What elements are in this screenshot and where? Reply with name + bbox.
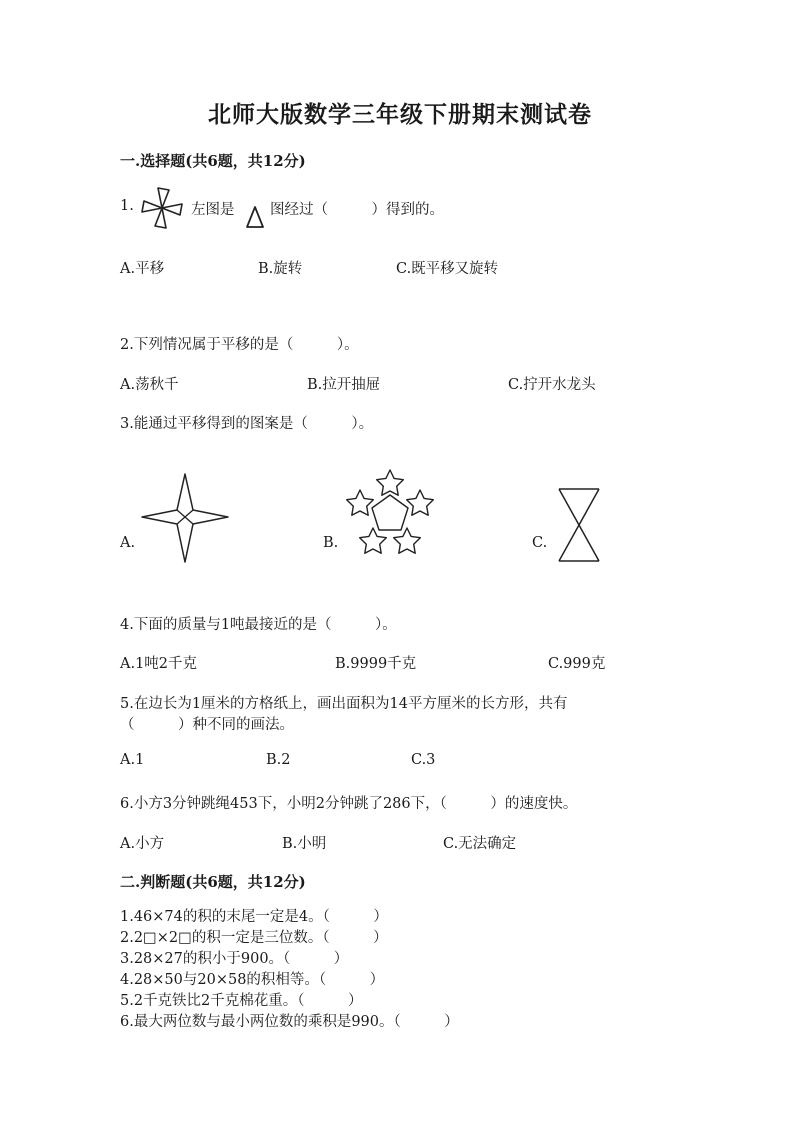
question-5-option-b[interactable]: B.2 xyxy=(266,752,291,768)
question-4-text: 4.下面的质量与1吨最接近的是（ ）。 xyxy=(120,617,397,633)
section-heading-choice: 一.选择题(共6题，共12分) xyxy=(120,152,306,170)
question-2-option-c[interactable]: C.拧开水龙头 xyxy=(508,377,596,393)
question-1-number: 1. xyxy=(120,198,134,214)
question-3-text: 3.能通过平移得到的图案是（ ）。 xyxy=(120,416,374,432)
question-4-option-a[interactable]: A.1吨2千克 xyxy=(120,656,198,672)
question-1-option-a[interactable]: A.平移 xyxy=(120,261,165,277)
five-stars-ring-icon xyxy=(340,466,440,564)
question-2-option-b[interactable]: B.拉开抽屉 xyxy=(307,377,381,393)
question-2-option-a[interactable]: A.荡秋千 xyxy=(120,377,179,393)
question-3-option-a[interactable]: A. xyxy=(120,535,136,551)
judge-item-3: 3.28×27的积小于900。（ ） xyxy=(120,951,349,967)
question-5-option-c[interactable]: C.3 xyxy=(411,752,436,768)
judge-item-1: 1.46×74的积的末尾一定是4。（ ） xyxy=(120,909,388,925)
question-1-text-a: 左图是 xyxy=(191,202,235,218)
page-title: 北师大版数学三年级下册期末测试卷 xyxy=(208,101,592,128)
question-2-text: 2.下列情况属于平移的是（ ）。 xyxy=(120,337,359,353)
question-6-text: 6.小方3分钟跳绳453下，小明2分钟跳了286下，（ ）的速度快。 xyxy=(120,796,578,812)
question-1-option-b[interactable]: B.旋转 xyxy=(258,261,303,277)
question-1-option-c[interactable]: C.既平移又旋转 xyxy=(396,261,499,277)
question-5-text-line2: （ ）种不同的画法。 xyxy=(120,717,294,733)
judge-item-2: 2.2□×2□的积一定是三位数。（ ） xyxy=(120,930,388,946)
four-point-star-icon xyxy=(138,472,232,564)
judge-item-6: 6.最大两位数与最小两位数的乘积是990。（ ） xyxy=(120,1014,459,1030)
question-6-option-b[interactable]: B.小明 xyxy=(282,836,327,852)
question-3-option-b[interactable]: B. xyxy=(323,535,339,551)
question-6-option-c[interactable]: C.无法确定 xyxy=(443,836,517,852)
question-3-option-c[interactable]: C. xyxy=(532,535,548,551)
question-4-option-c[interactable]: C.999克 xyxy=(548,656,606,672)
section-heading-judge: 二.判断题(共6题，共12分) xyxy=(120,873,306,891)
question-5-option-a[interactable]: A.1 xyxy=(120,752,145,768)
judge-item-5: 5.2千克铁比2千克棉花重。（ ） xyxy=(120,993,363,1009)
question-5-text-line1: 5.在边长为1厘米的方格纸上，画出面积为14平方厘米的长方形，共有 xyxy=(120,696,568,712)
pinwheel-triangles-icon xyxy=(140,186,184,230)
question-4-option-b[interactable]: B.9999千克 xyxy=(335,656,417,672)
question-1-text-b: 图经过（ ）得到的。 xyxy=(270,202,444,218)
hourglass-icon xyxy=(556,486,602,564)
question-6-option-a[interactable]: A.小方 xyxy=(120,836,165,852)
judge-item-4: 4.28×50与20×58的积相等。（ ） xyxy=(120,972,385,988)
single-triangle-icon xyxy=(244,205,266,229)
